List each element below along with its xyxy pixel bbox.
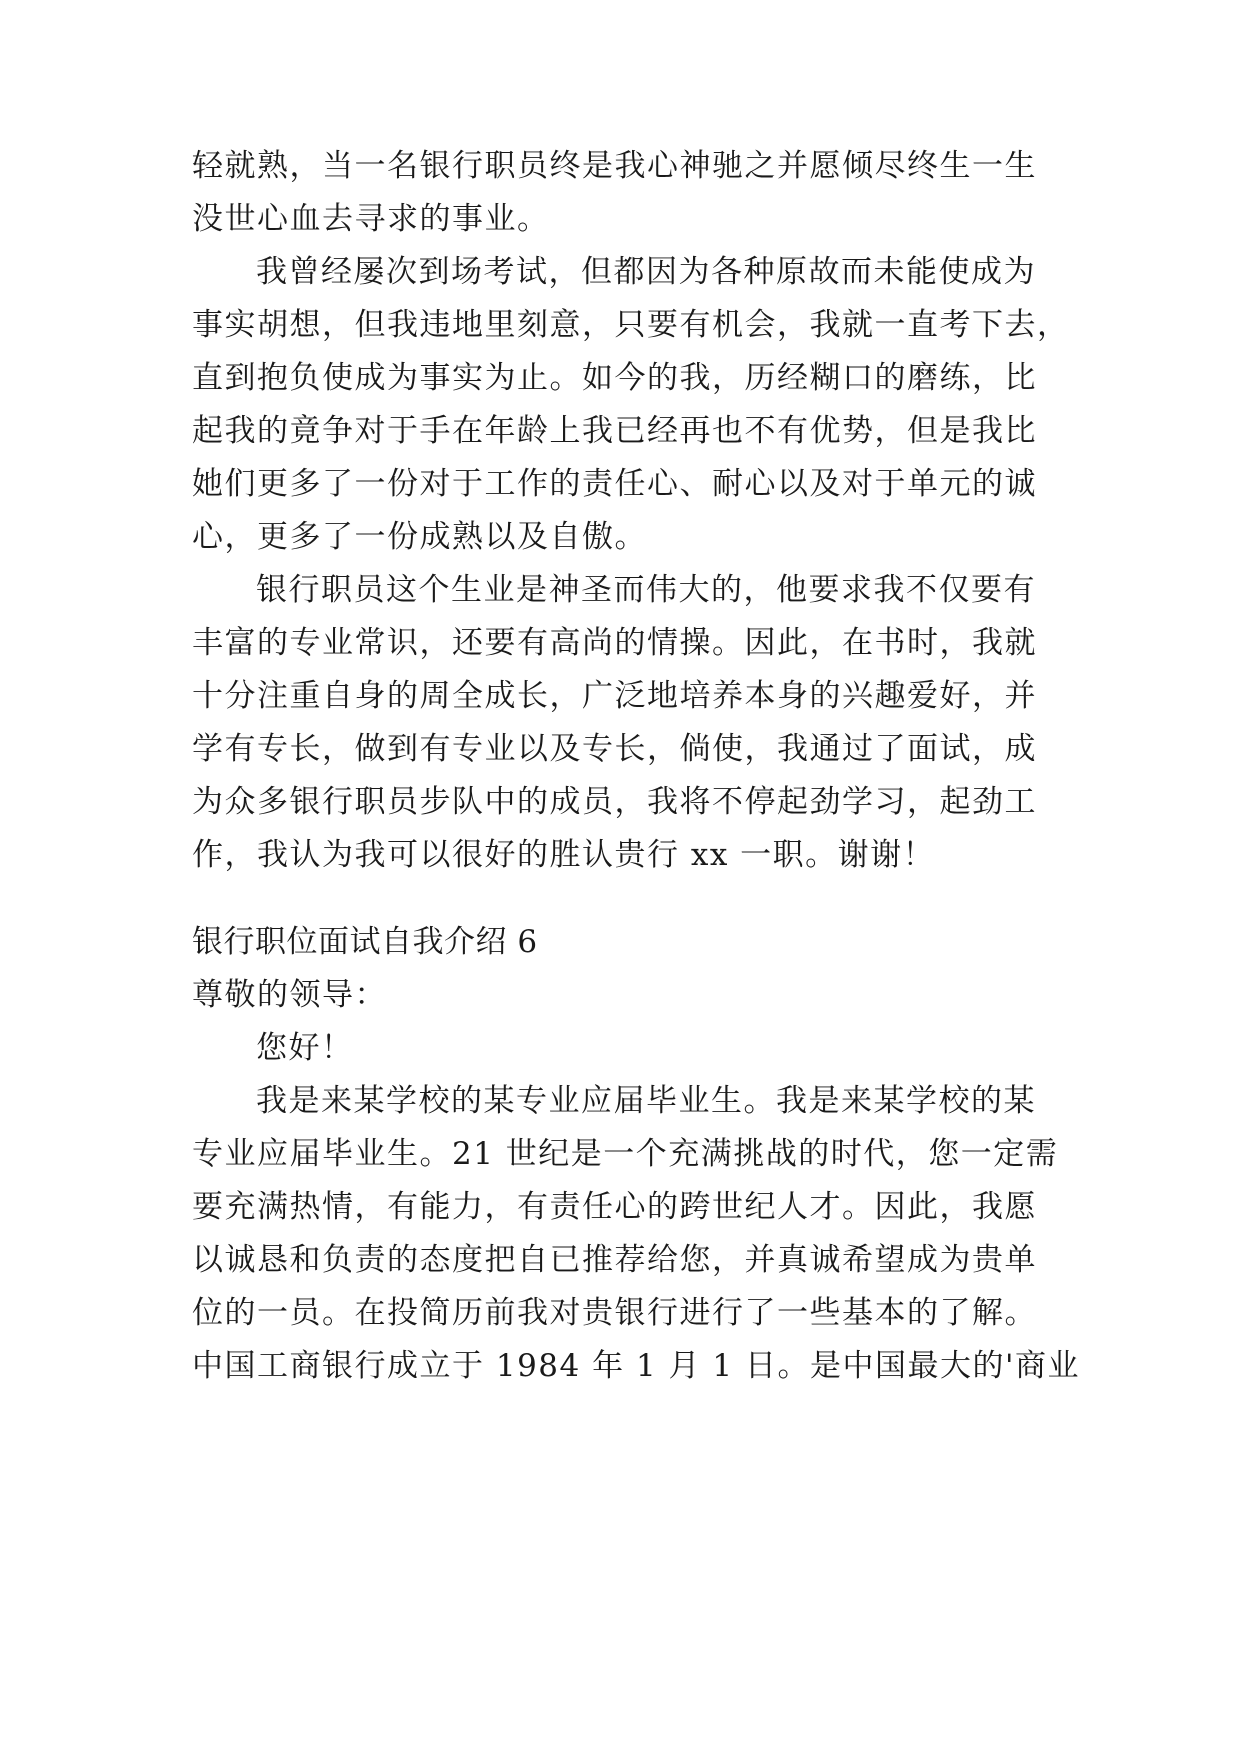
paragraph-line: 以诚恳和负责的态度把自已推荐给您，并真诚希望成为贵单	[192, 1242, 1037, 1278]
paragraph-line: 位的一员。在投简历前我对贵银行进行了一些基本的了解。	[192, 1295, 1037, 1331]
paragraph-line: 专业应届毕业生。21 世纪是一个充满挑战的时代，您一定需	[192, 1136, 1059, 1172]
paragraph-line: 丰富的专业常识，还要有高尚的情操。因此，在书时，我就	[192, 625, 1037, 661]
paragraph-line: 她们更多了一份对于工作的责任心、耐心以及对于单元的诚	[192, 466, 1037, 502]
paragraph-line: 银行职员这个生业是神圣而伟大的，他要求我不仅要有	[256, 572, 1036, 608]
paragraph-line: 十分注重自身的周全成长，广泛地培养本身的兴趣爱好，并	[192, 678, 1037, 714]
paragraph-line: 没世心血去寻求的事业。	[192, 201, 550, 237]
paragraph-line: 轻就熟，当一名银行职员终是我心神驰之并愿倾尽终生一生	[192, 148, 1037, 184]
paragraph-line: 我曾经屡次到场考试，但都因为各种原故而未能使成为	[256, 254, 1036, 290]
section-title: 银行职位面试自我介绍 6	[192, 924, 538, 960]
paragraph-line: 要充满热情，有能力，有责任心的跨世纪人才。因此，我愿	[192, 1189, 1037, 1225]
paragraph-line: 心，更多了一份成熟以及自傲。	[192, 519, 647, 555]
paragraph-line: 我是来某学校的某专业应届毕业生。我是来某学校的某	[256, 1083, 1036, 1119]
paragraph-line: 学有专长，做到有专业以及专长，倘使，我通过了面试，成	[192, 731, 1037, 767]
paragraph-line: 起我的竟争对于手在年龄上我已经再也不有优势，但是我比	[192, 413, 1037, 449]
paragraph-line: 事实胡想，但我违地里刻意，只要有机会，我就一直考下去，	[192, 307, 1070, 343]
greeting: 您好！	[256, 1030, 354, 1066]
paragraph-line: 直到抱负使成为事实为止。如今的我，历经糊口的磨练，比	[192, 360, 1037, 396]
paragraph-line: 中国工商银行成立于 1984 年 1 月 1 日。是中国最大的'商业	[192, 1348, 1080, 1384]
salutation: 尊敬的领导：	[192, 977, 387, 1013]
paragraph-line: 作，我认为我可以很好的胜认贵行 xx 一职。谢谢！	[192, 837, 936, 873]
paragraph-line: 为众多银行职员步队中的成员，我将不停起劲学习，起劲工	[192, 784, 1037, 820]
